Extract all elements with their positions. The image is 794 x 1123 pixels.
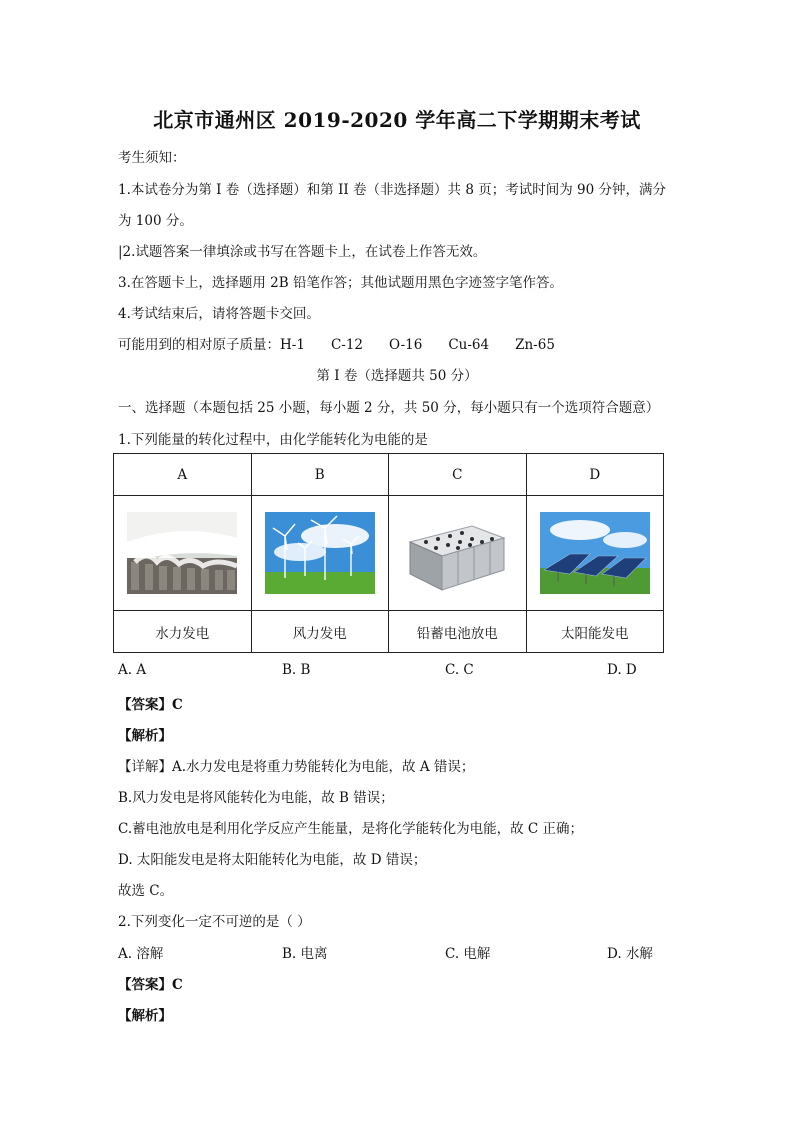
lead-acid-battery-image [402,512,512,594]
q2-analysis-heading: 【解析】 [118,1008,172,1024]
wind-turbine-image [265,512,375,594]
q2-choice-d: D. 水解 [607,946,653,962]
option-letter: A [114,454,252,496]
q1-detail-d: D. 太阳能发电是将太阳能转化为电能，故 D 错误； [118,852,427,868]
q2-choice-b: B. 电离 [282,946,328,962]
solar-panel-image [540,512,650,594]
q1-detail-b: B.风力发电是将风能转化为电能，故 B 错误； [118,790,394,806]
atomic-mass-item: Zn-65 [515,337,555,353]
q2-answer: 【答案】C [118,977,183,993]
q1-choice-b: B. B [282,662,311,678]
part-intro: 一、选择题（本题包括 25 小题，每小题 2 分，共 50 分，每小题只有一个选项符合题意） [118,400,660,416]
q2-choice-c: C. 电解 [445,946,491,962]
option-letter: B [251,454,389,496]
notice-heading: 考生须知： [118,150,186,166]
q1-detail-a: 【详解】A.水力发电是将重力势能转化为电能，故 A 错误； [118,759,475,775]
atomic-mass-item: H-1 [280,337,305,353]
atomic-mass-line [118,333,555,353]
notice-item-1-line-1: 1.本试卷分为第 I 卷（选择题）和第 II 卷（非选择题）共 8 页；考试时间为 90 分钟，满分 [118,182,666,198]
q1-choice-a: A. A [118,662,147,678]
q1-conclusion: 故选 C。 [118,883,174,899]
notice-item-4: 4.考试结束后，请将答题卡交回。 [118,306,320,322]
q1-analysis-heading: 【解析】 [118,728,172,744]
option-name: 风力发电 [251,611,389,653]
question-1-options-table [113,453,664,653]
exam-title: 北京市通州区 2019-2020 学年高二下学期期末考试 [153,108,641,132]
option-name: 太阳能发电 [526,611,664,653]
atomic-mass-label: 可能用到的相对原子质量： [118,337,280,353]
option-name: 铅蓄电池放电 [389,611,527,653]
option-name: 水力发电 [114,611,252,653]
q1-choice-c: C. C [445,662,474,678]
atomic-mass-item: Cu-64 [448,337,490,353]
atomic-mass-item: C-12 [330,337,364,353]
notice-item-2: |2.试题答案一律填涂或书写在答题卡上，在试卷上作答无效。 [118,244,487,260]
section-title: 第 I 卷（选择题共 50 分） [316,368,478,384]
atomic-mass-item: O-16 [389,337,423,353]
q1-answer: 【答案】C [118,697,183,713]
option-letter: C [389,454,527,496]
question-1-stem: 1.下列能量的转化过程中，由化学能转化为电能的是 [118,432,428,448]
q1-choice-d: D. D [607,662,637,678]
q1-detail-c: C.蓄电池放电是利用化学反应产生能量，是将化学能转化为电能，故 C 正确； [118,821,584,837]
question-2-stem: 2.下列变化一定不可逆的是（ ） [118,914,311,930]
option-letter: D [526,454,664,496]
q2-choice-a: A. 溶解 [118,946,164,962]
notice-item-3: 3.在答题卡上，选择题用 2B 铅笔作答；其他试题用黑色字迹签字笔作答。 [118,275,563,291]
notice-item-1-line-2: 为 100 分。 [118,213,193,229]
hydropower-image [127,512,237,594]
